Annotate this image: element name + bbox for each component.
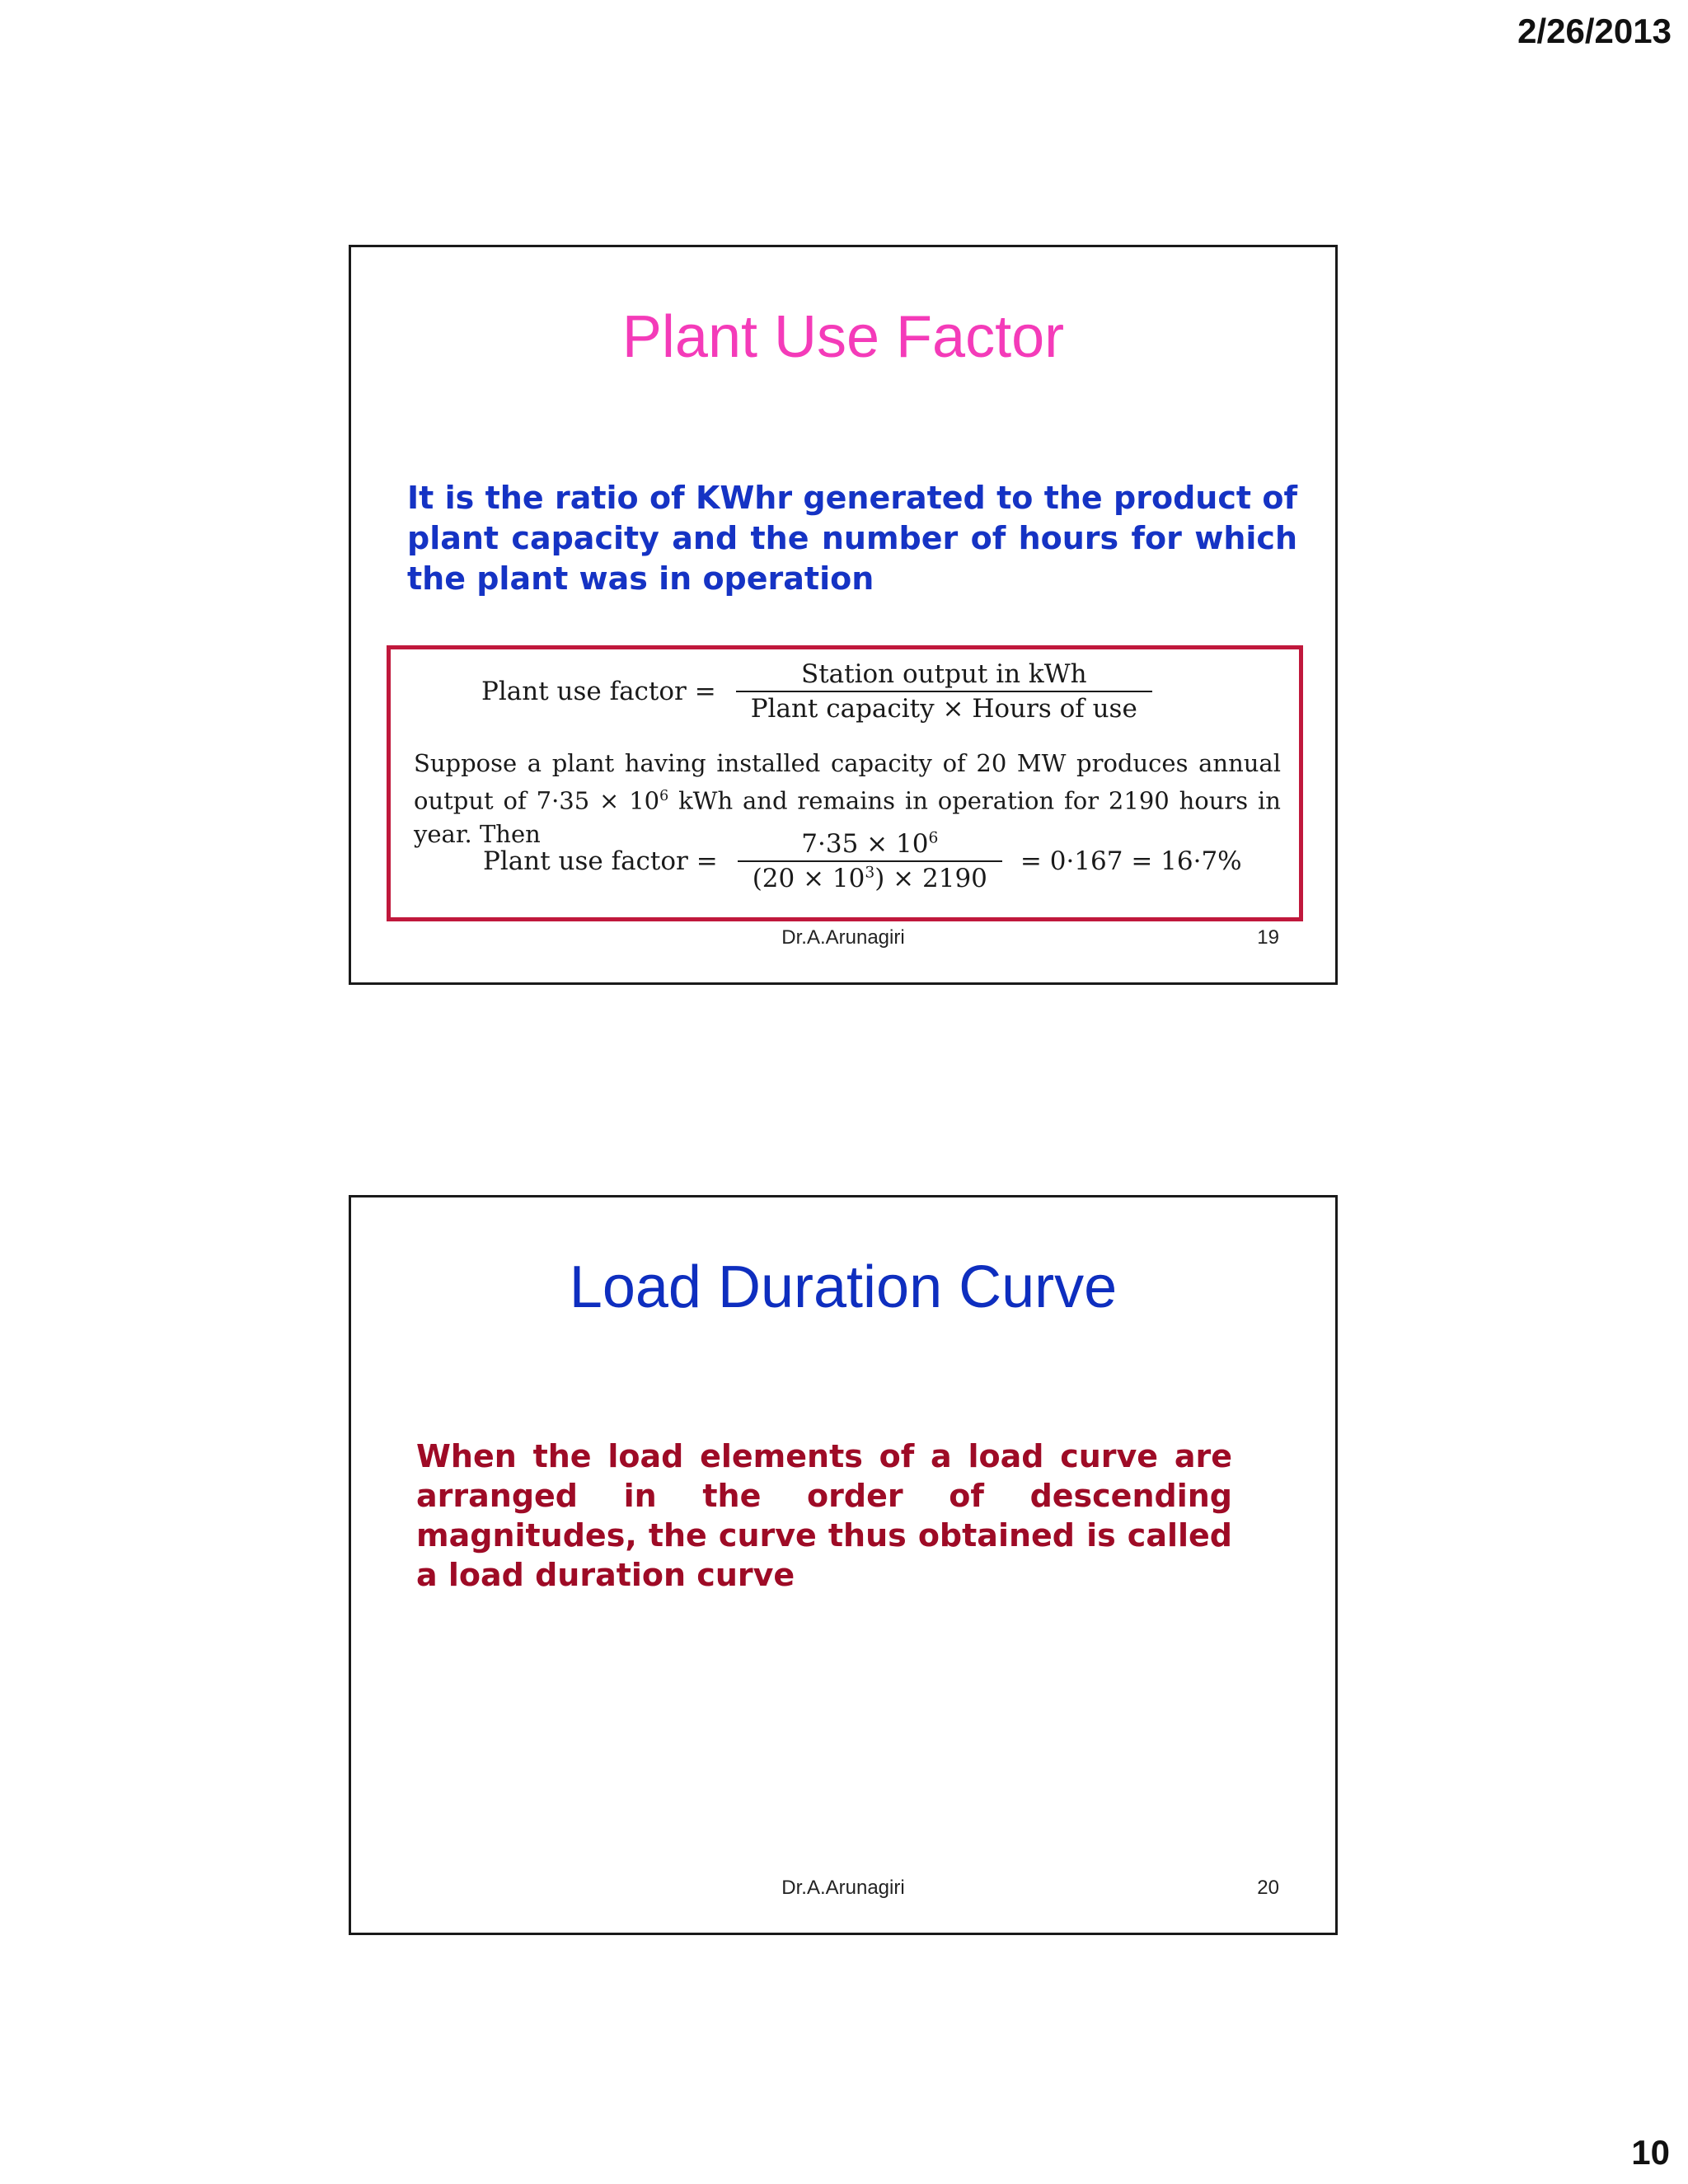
slide-definition-text: When the load elements of a load curve are arranged in the order of descending magnitudes, the curve thus obtained is called a load duration curve (416, 1438, 1232, 1593)
exponent: 6 (659, 788, 669, 804)
page-number: 10 (1631, 2133, 1670, 2172)
slide-number: 19 (1257, 926, 1279, 949)
page-date: 2/26/2013 (1517, 12, 1672, 50)
equation-fraction (738, 829, 1002, 893)
fraction-numerator: $7\cdot 35 \times 10^6$ (801, 829, 939, 859)
definition-equation (481, 659, 1152, 724)
equation-fraction (736, 659, 1152, 724)
slide-footer: Dr.A.Arunagiri (781, 1877, 905, 1899)
fraction-numerator: Station output in kWh (800, 659, 1087, 689)
slide-number: 20 (1257, 1877, 1279, 1899)
slide-title: Plant Use Factor (621, 304, 1065, 370)
calculation-equation (483, 829, 1242, 893)
slide-title: Load Duration Curve (569, 1254, 1118, 1320)
equation-lhs: Plant use factor = (483, 846, 718, 876)
example-text: Suppose a plant having installed capacity of 20 MW produces annual output of $7\cdot 35 \times 10^6$ kWh and remains in operation for 2190 hours in year. Then (414, 749, 1281, 848)
fraction-denominator: $(20 \times 10^3) \times 2190$ (738, 860, 1002, 893)
slide-load-duration-curve (349, 1195, 1338, 1935)
equation-lhs: Plant use factor = (481, 677, 716, 706)
fraction-denominator: Plant capacity × Hours of use (736, 691, 1152, 724)
equation-result: = 0·167 = 16·7% (1020, 846, 1242, 876)
slide-plant-use-factor (349, 245, 1338, 985)
slide-footer: Dr.A.Arunagiri (781, 926, 905, 949)
slide-definition-text: It is the ratio of KWhr generated to the product of plant capacity and the number of hours for which the plant was in operation (407, 480, 1297, 597)
formula-box (387, 645, 1303, 921)
